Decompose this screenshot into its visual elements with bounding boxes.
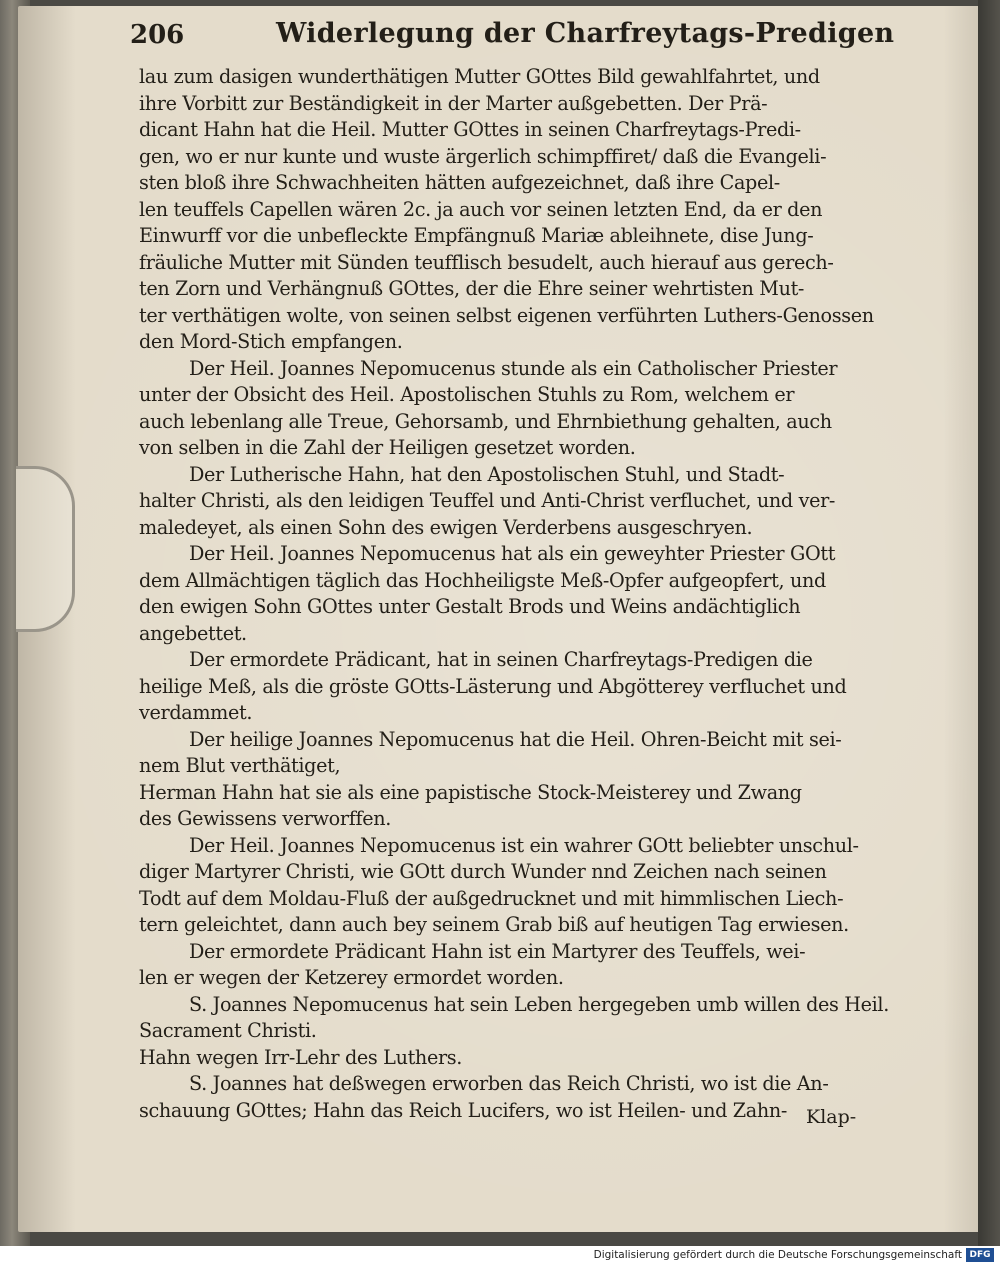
running-head: Widerlegung der Charfreytags-Predigen: [276, 18, 895, 49]
text-line: ihre Vorbitt zur Beständigkeit in der Marter außgebetten. Der Prä-: [139, 91, 768, 115]
text-line: tern geleichtet, dann auch bey seinem Grab biß auf heutigen Tag erwiesen.: [139, 913, 849, 936]
text-line: len er wegen der Ketzerey ermordet worden.: [139, 966, 564, 989]
text-line: angebettet.: [139, 621, 247, 645]
footer-bar: [0, 1246, 1000, 1266]
catchword: Klap-: [806, 1106, 857, 1128]
text-line: den Mord-Stich empfangen.: [139, 330, 403, 353]
text-line: Hahn wegen Irr-Lehr des Luthers.: [139, 1045, 463, 1069]
text-line: dem Allmächtigen täglich das Hochheiligste Meß-Opfer aufgeopfert, und: [139, 568, 826, 592]
text-line: Der Lutherische Hahn, hat den Apostolischen Stuhl, und Stadt-: [189, 462, 785, 486]
text-line: des Gewissens verworffen.: [139, 807, 391, 830]
text-line: Todt auf dem Moldau-Fluß der außgedrucknet und mit himmlischen Liech-: [139, 886, 844, 910]
text-line: halter Christi, als den leidigen Teuffel und Anti-Christ verfluchet, und ver-: [139, 489, 836, 512]
text-line: maledeyet, als einen Sohn des ewigen Verderbens ausgeschryen.: [139, 515, 753, 539]
text-line: Der Heil. Joannes Nepomucenus hat als ein geweyhter Priester GOtt: [189, 542, 836, 565]
text-line: lau zum dasigen wunderthätigen Mutter GOttes Bild gewahlfahrtet, und: [139, 65, 820, 88]
text-line: S. Joannes hat deßwegen erworben das Reich Christi, wo ist die An-: [189, 1072, 829, 1095]
text-line: ten Zorn und Verhängnuß GOttes, der die Ehre seiner wehrtisten Mut-: [139, 277, 805, 300]
text-line: Der Heil. Joannes Nepomucenus ist ein wahrer GOtt beliebter unschul-: [189, 833, 859, 857]
text-line: schauung GOttes; Hahn das Reich Lucifers, wo ist Heilen- und Zahn-: [139, 1098, 788, 1122]
text-line: unter der Obsicht des Heil. Apostolischen Stuhls zu Rom, welchem er: [139, 383, 795, 406]
text-line: S. Joannes Nepomucenus hat sein Leben hergegeben umb willen des Heil.: [189, 992, 889, 1016]
text-line: Einwurff vor die unbefleckte Empfängnuß Mariæ ableihnete, dise Jung-: [139, 224, 814, 247]
text-line: fräuliche Mutter mit Sünden teufflisch besudelt, auch hierauf aus gerech-: [139, 250, 834, 274]
text-line: Der ermordete Prädicant, hat in seinen Charfreytags-Predigen die: [189, 648, 813, 671]
dfg-logo: DFG: [966, 1248, 994, 1262]
page-tab-marker: [16, 466, 75, 632]
text-line: Der ermordete Prädicant Hahn ist ein Martyrer des Teuffels, wei-: [189, 939, 806, 963]
text-line: gen, wo er nur kunte und wuste ärgerlich schimpffiret/ daß die Evangeli-: [139, 144, 827, 168]
text-line: Der heilige Joannes Nepomucenus hat die Heil. Ohren-Beicht mit sei-: [189, 727, 842, 751]
text-line: Herman Hahn hat sie als eine papistische Stock-Meisterey und Zwang: [139, 780, 802, 804]
text-line: sten bloß ihre Schwachheiten hätten aufgezeichnet, daß ihre Capel-: [139, 171, 780, 194]
book-page: [18, 6, 982, 1232]
page-edge-shadow: [978, 0, 1000, 1246]
text-line: nem Blut verthätiget,: [139, 754, 341, 777]
text-line: auch lebenlang alle Treue, Gehorsamb, und Ehrnbiethung gehalten, auch: [139, 409, 832, 433]
funding-credit: Digitalisierung gefördert durch die Deutsche Forschungsgemeinschaft: [593, 1249, 962, 1261]
body-text: [139, 64, 889, 1124]
text-line: Der Heil. Joannes Nepomucenus stunde als ein Catholischer Priester: [189, 356, 838, 380]
text-line: von selben in die Zahl der Heiligen gesetzet worden.: [139, 436, 636, 459]
text-line: verdammet.: [139, 701, 253, 724]
text-line: diger Martyrer Christi, wie GOtt durch Wunder nnd Zeichen nach seinen: [139, 860, 827, 883]
text-line: Sacrament Christi.: [139, 1019, 317, 1042]
text-line: dicant Hahn hat die Heil. Mutter GOttes in seinen Charfreytags-Predi-: [139, 118, 801, 141]
text-line: heilige Meß, als die gröste GOtts-Lästerung und Abgötterey verfluchet und: [139, 674, 847, 698]
text-line: ter verthätigen wolte, von seinen selbst eigenen verführten Luthers-Genossen: [139, 303, 874, 327]
text-line: len teuffels Capellen wären 2c. ja auch vor seinen letzten End, da er den: [139, 197, 823, 221]
text-line: den ewigen Sohn GOttes unter Gestalt Brods und Weins andächtiglich: [139, 595, 801, 618]
page-number: 206: [130, 20, 185, 50]
